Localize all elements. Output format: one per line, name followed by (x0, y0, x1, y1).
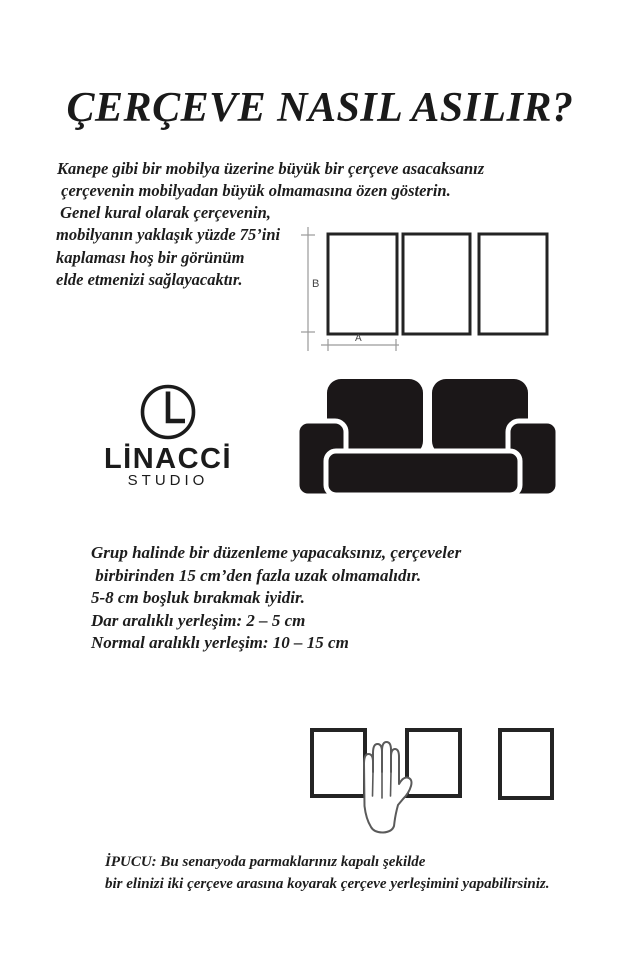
text-line: bir elinizi iki çerçeve arasına koyarak çerçeve yerleşimini yapabilirsiniz. (105, 876, 550, 892)
text-line: kaplaması hoş bir görünüm (56, 247, 245, 267)
text-line: Grup halinde bir düzenleme yapacaksınız, çerçeveler (91, 543, 462, 562)
text-line: İPUCU: Bu senaryoda parmaklarınız kapalı şekilde (105, 854, 426, 870)
spacing-paragraph (91, 542, 461, 655)
page-title: ÇERÇEVE NASIL ASILIR? (66, 85, 574, 131)
sofa-seat-cushion (326, 451, 520, 495)
text-line: birbirinden 15 cm’den fazla uzak olmamalıdır. (91, 565, 422, 585)
frame-rect (328, 234, 397, 334)
text-line: elde etmenizi sağlayacaktır. (56, 269, 243, 289)
frame-rect (500, 730, 552, 798)
text-line: Dar aralıklı yerleşim: 2 – 5 cm (91, 610, 306, 630)
linacci-logo (97, 383, 239, 489)
frame-rect (479, 234, 547, 334)
frame-rect (312, 730, 365, 796)
clock-icon (139, 383, 197, 441)
text-line: Kanepe gibi bir mobilya üzerine büyük bir çerçeve asacaksanız (57, 159, 485, 178)
hand-icon (364, 742, 412, 833)
rule-paragraph (56, 202, 280, 291)
tip-paragraph (105, 851, 550, 895)
hand-spacing-diagram (305, 724, 555, 841)
frame-dimension-diagram (295, 220, 560, 363)
text-line: 5-8 cm boşluk bırakmak iyidir. (91, 588, 305, 608)
height-dimension-label: B (312, 278, 320, 290)
intro-paragraph (57, 158, 484, 203)
frame-rect (407, 730, 460, 796)
text-line: mobilyanın yaklaşık yüzde 75’ini (56, 225, 281, 245)
text-line: Genel kural olarak çerçevenin, (56, 203, 271, 222)
width-dimension-label: A (355, 333, 362, 344)
logo-name: LİNACCİ (103, 443, 233, 475)
sofa-illustration (294, 374, 560, 505)
text-line: Normal aralıklı yerleşim: 10 – 15 cm (91, 633, 349, 653)
logo-subtitle: STUDIO (127, 472, 209, 489)
frame-rect (403, 234, 470, 334)
sofa-svg (294, 374, 560, 500)
hand-spacing-svg (305, 724, 555, 836)
frames-diagram-svg (295, 220, 560, 358)
text-line: çerçevenin mobilyadan büyük olmamasına özen gösterin. (57, 181, 451, 201)
